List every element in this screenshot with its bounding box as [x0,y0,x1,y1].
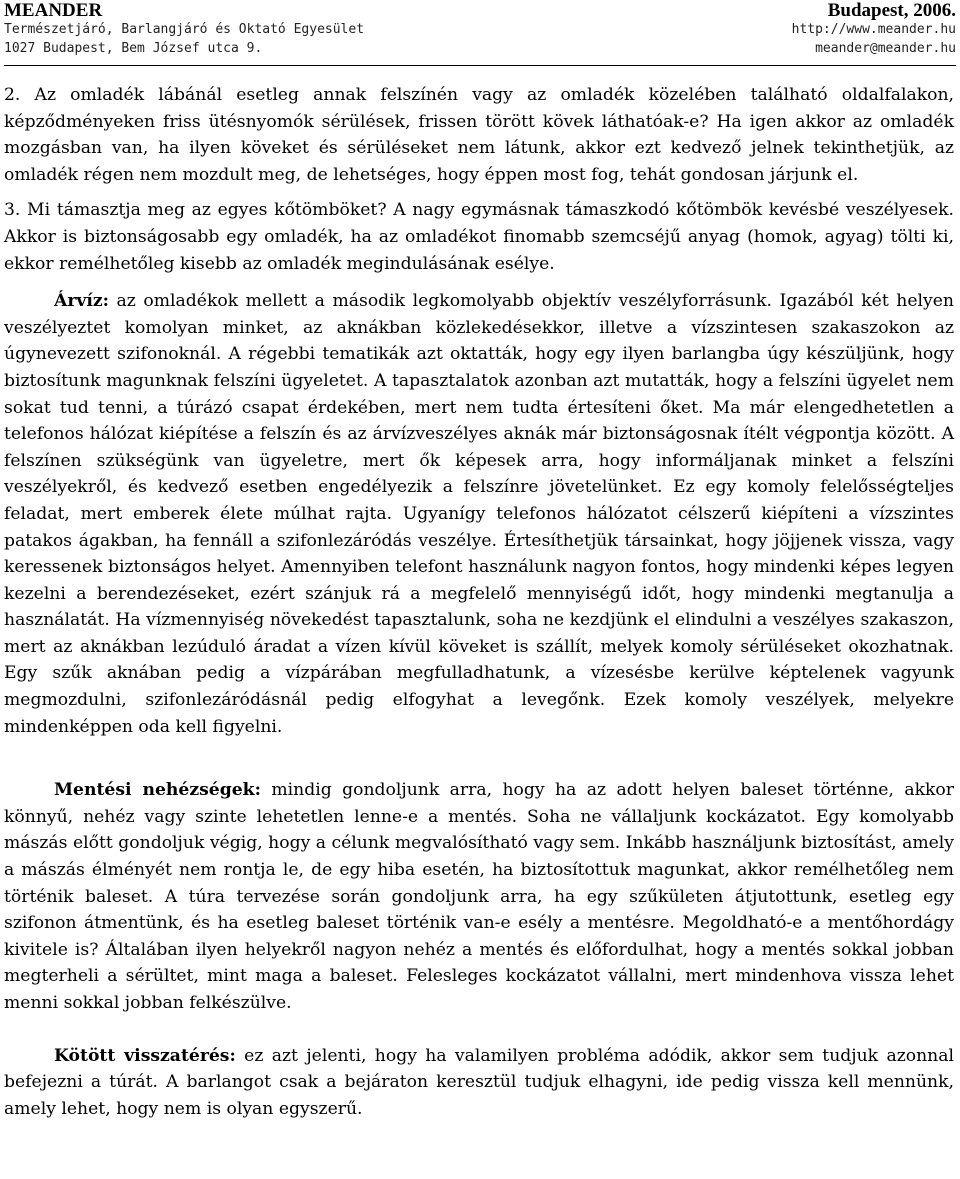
mentes-text: mindig gondoljunk arra, hogy ha az adott helyen baleset történne, akkor könnyű, nehéz vagy szinte lehetetlen lenne-e a mentés. Soha ne vállaljunk kockázatot. Egy komolyabb mászás előtt gondoljuk végig, hogy a célunk megvalósítható vagy sem. Inkább használjunk biztosítást, amely a mászás élményét nem rontja le, de egy hiba esetén, ha biztosítottuk magunkat, akkor remélhetőleg nem történik baleset. A túra tervezése során gondoljunk arra, ha egy szűkületen átjutottunk, esetleg egy szifonon átmentünk, és ha esetleg baleset történik van-e esély a mentésre. Megoldható-e a mentőhordágy kivitele is? Általában ilyen helyekről nagyon nehéz a mentés és előfordulhat, hogy a mentés sokkal jobban megterheli a sérültet, mint maga a baleset. Felesleges kockázatot vállalni, mert mindenhova vissza lehet menni sokkal jobban felkészülve. [4,780,954,1013]
kotott-heading: Kötött visszatérés: [54,1045,236,1066]
page-header [4,0,956,64]
paragraph-kotott [4,1043,954,1123]
spacer [4,740,954,777]
org-short-name: MEANDER [4,0,103,21]
website-link[interactable]: http://www.meander.hu [791,22,956,37]
org-address: 1027 Budapest, Bem József utca 9. [4,41,263,56]
kotott-text: ez azt jelenti, hogy ha valamilyen probléma adódik, akkor sem tudjuk azonnal befejezni a túrát. A barlangot csak a bejáraton keresztül tudjuk elhagyni, ide pedig vissza kell mennünk, amely lehet, hogy nem is olyan egyszerű. [4,1045,954,1119]
arviz-heading: Árvíz: [54,291,110,312]
arviz-text: az omladékok mellett a második legkomolyabb objektív veszélyforrásunk. Igazából két helyen veszélyeztet komolyan minket, az aknákban közlekedésekkor, illetve a vízszintesen szakaszokon az úgynevezett szifonoknál. A régebbi tematikák azt oktatták, hogy egy ilyen barlangba úgy készüljünk, hogy biztosítunk magunknak felszíni ügyeletet. A tapasztalatok azonban azt mutatták, hogy a felszíni ügyelet nem sokat tud tenni, a túrázó csapat érdekében, mert nem tudta értesíteni őket. Ma már elengedhetetlen a telefonos hálózat kiépítése a felszín és az árvízveszélyes aknák már biztonságosnak ítélt végpontja között. A felszínen szükségünk van ügyeletre, mert ők képesek arra, hogy informáljanak minket a felszíni veszélyekről, és kedvező esetben engedélyezik a felszínre jövetelünket. Ez egy komoly felelősségteljes feladat, mert emberek élete múlhat rajta. Ugyanígy telefonos hálózatot célszerű kiépíteni a vízszintes patakos ágakban, ha fennáll a szifonlezáródás veszélye. Értesíthetjük társainkat, hogy jöjjenek vissza, vagy keressenek biztonságos helyet. Amennyiben telefont használunk nagyon fontos, hogy mindenki képes legyen kezelni a berendezéseket, ezért szánjuk rá a megfelelő mennyiségű időt, hogy mindenki megtanulja a használatát. Ha vízmennyiség növekedést tapasztalunk, soha ne kezdjünk el elindulni a veszélyes szakaszon, mert az aknákban lezúduló áradat a vízen kívül köveket is szállít, melyek komoly sérüléseket okozhatnak. Egy szűk aknában pedig a vízpárában megfulladhatunk, a vízesésbe kerülve képtelenek vagyunk megmozdulni, szifonlezáródásnál pedig elfogyhat a levegőnk. Ezek komoly veszélyek, melyekre mindenképpen oda kell figyelni. [4,291,954,737]
paragraph-item-2: 2. Az omladék lábánál esetleg annak felszínén vagy az omladék közelében található oldalfalakon, képződményeken friss ütésnyomók sérülések, frissen törött kövek láthatóak-e? Ha igen akkor az omladék mozgásban van, ha ilyen köveket és sérüléseket nem látunk, akkor ezt kedvező jelnek tekinthetjük, az omladék régen nem mozdult meg, de lehetséges, hogy éppen most fog, tehát gondosan járjunk el. [4,85,954,185]
paragraph-arviz [4,288,954,740]
header-divider [4,65,956,66]
mentes-heading: Mentési nehézségek: [54,780,261,801]
spacer [4,1017,954,1043]
city-year: Budapest, 2006. [827,0,956,21]
spacer [4,188,954,197]
org-full-name: Természetjáró, Barlangjáró és Oktató Egyesület [4,22,365,37]
paragraph-item-3: 3. Mi támasztja meg az egyes kőtömböket? A nagy egymásnak támaszkodó kőtömbök kevésbé veszélyesek. Akkor is biztonságosabb egy omladék, ha az omladékot finomabb szemcséjű anyag (homok, agyag) tölti ki, ekkor remélhetőleg kisebb az omladék megindulásának esélye. [4,200,954,274]
spacer [4,277,954,288]
email-link[interactable]: meander@meander.hu [815,41,956,56]
document-body [4,82,954,1122]
paragraph-mentes [4,777,954,1016]
